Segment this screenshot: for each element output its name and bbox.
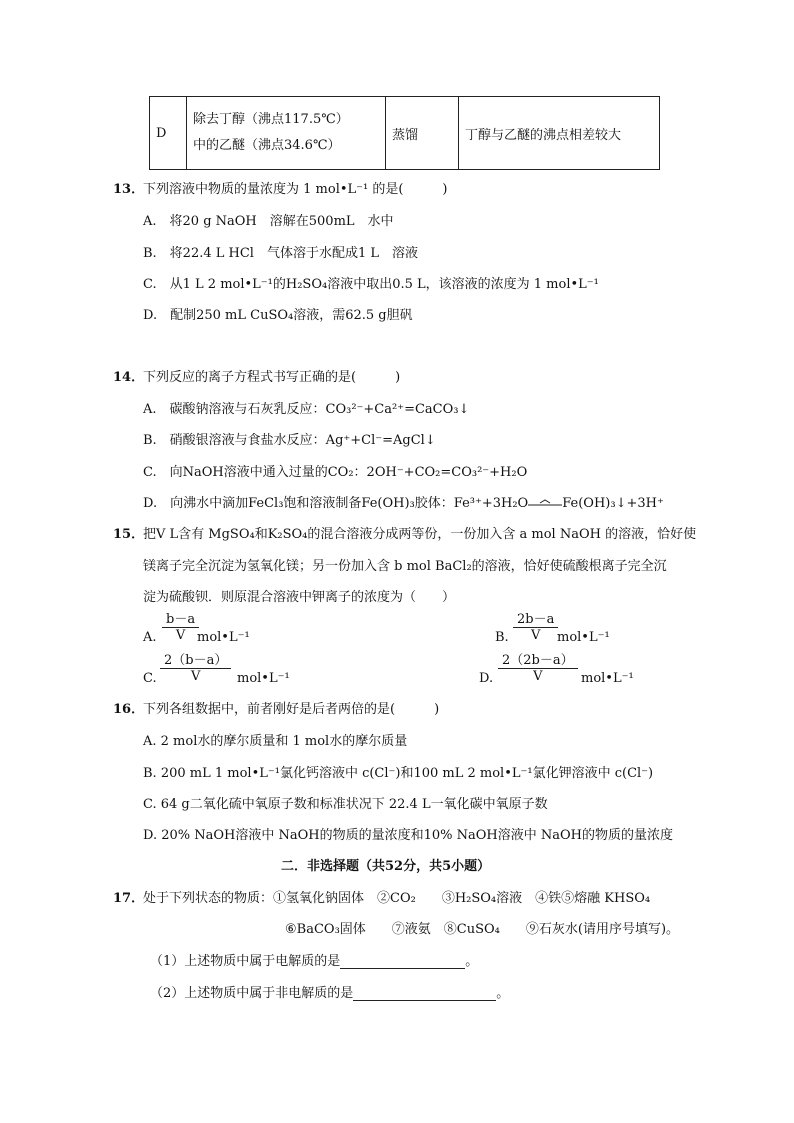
q14-option-d (143, 492, 664, 511)
fraction-denominator: V (530, 628, 541, 643)
q14-option-d-right: Fe(OH)₃↓+3H⁺ (562, 496, 664, 511)
row-reason: 丁醇与乙醚的沸点相差较大 (459, 97, 660, 170)
row-description-line2: 中的乙醚（沸点34.6℃） (193, 138, 341, 153)
q16-stem: 下列各组数据中，前者刚好是后者两倍的是( ) (143, 702, 440, 717)
q17-number: 17． (113, 891, 145, 906)
row-label: D (150, 97, 187, 170)
q15-line2: 镁离子完全沉淀为氢氧化镁；另一份加入含 b mol BaCl₂的溶液，恰好使硫酸根离子完全沉 (143, 559, 667, 574)
separation-table (149, 96, 660, 170)
fraction-denominator: V (533, 669, 543, 684)
q16-option-a: A. 2 mol水的摩尔质量和 1 mol水的摩尔质量 (143, 734, 408, 749)
q15-option-a-label: A. (143, 630, 157, 645)
q16-option-c: C. 64 g二氧化硫中氧原子数和标准状况下 22.4 L一氧化碳中氧原子数 (143, 797, 548, 812)
q14-option-d-left: D. 向沸水中滴加FeCl₃饱和溶液制备Fe(OH)₃胶体：Fe³⁺+3H₂O (143, 496, 529, 511)
q15-option-b-fraction (513, 612, 558, 643)
q15-option-c-fraction (160, 653, 231, 684)
q13-stem: 下列溶液中物质的量浓度为 1 mol•L⁻¹ 的是( ) (143, 182, 448, 197)
row-description (187, 97, 386, 170)
q15-option-c-label: C. (143, 671, 157, 686)
q15-option-b-label: B. (495, 630, 509, 645)
q17-sub2-end: 。 (496, 986, 510, 1001)
section-title: 二．非选择题（共52分，共5小题） (281, 859, 491, 874)
q15-option-d-label: D. (479, 671, 494, 686)
q15-line1: 把V L含有 MgSO₄和K₂SO₄的混合溶液分成两等份，一份加入含 a mol NaOH 的溶液，恰好使 (143, 527, 697, 542)
q17-sub1-text: （1）上述物质中属于电解质的是 (150, 954, 341, 969)
q14-option-c: C. 向NaOH溶液中通入过量的CO₂：2OH⁻+CO₂=CO₃²⁻+H₂O (143, 465, 528, 480)
q16-option-d: D. 20% NaOH溶液中 NaOH的物质的量浓度和10% NaOH溶液中 NaOH的物质的量浓度 (143, 828, 674, 843)
row-description-line1: 除去丁醇（沸点117.5℃） (193, 112, 349, 127)
q15-option-c-unit: mol•L⁻¹ (237, 671, 290, 686)
q15-number: 15． (113, 527, 145, 542)
q17-sub2 (150, 982, 509, 1001)
q13-option-c: C. 从1 L 2 mol•L⁻¹的H₂SO₄溶液中取出0.5 L，该溶液的浓度为 1 mol•L⁻¹ (143, 277, 599, 292)
q14-option-a: A. 碳酸钠溶液与石灰乳反应：CO₃²⁻+Ca²⁺=CaCO₃↓ (143, 402, 470, 417)
q14-option-b: B. 硝酸银溶液与食盐水反应：Ag⁺+Cl⁻=AgCl↓ (143, 433, 436, 448)
q15-line3: 淀为硫酸钡．则原混合溶液中钾离子的浓度为（ ） (143, 590, 456, 605)
fraction-numerator: b－a (162, 612, 199, 628)
table-row (150, 97, 660, 170)
q14-number: 14． (113, 370, 145, 385)
fraction-numerator: 2（2b－a） (498, 653, 578, 669)
q13-option-a: A. 将20 g NaOH 溶解在500mL 水中 (143, 214, 394, 229)
q17-sub2-text: （2）上述物质中属于非电解质的是 (150, 986, 354, 1001)
row-method: 蒸馏 (386, 97, 459, 170)
q17-line2: ⑥BaCO₃固体 ⑦液氨 ⑧CuSO₄ ⑨石灰水(请用序号填写)。 (285, 922, 680, 937)
q15-option-a-unit: mol•L⁻¹ (197, 630, 250, 645)
q16-number: 16． (113, 702, 145, 717)
q17-sub1-end: 。 (465, 954, 479, 969)
q14-stem: 下列反应的离子方程式书写正确的是( ) (143, 370, 401, 385)
q15-option-d-fraction (498, 653, 578, 684)
answer-blank-1[interactable] (340, 954, 465, 969)
q13-number: 13． (113, 182, 145, 197)
fraction-denominator: V (175, 628, 186, 643)
fraction-numerator: 2（b－a） (160, 653, 231, 669)
fraction-numerator: 2b－a (513, 612, 558, 628)
fraction-denominator: V (190, 669, 201, 684)
q15-option-b-unit: mol•L⁻¹ (557, 630, 610, 645)
q17-sub1 (150, 950, 478, 969)
q16-option-b: B. 200 mL 1 mol•L⁻¹氯化钙溶液中 c(Cl⁻)和100 mL 2 mol•L⁻¹氯化钾溶液中 c(Cl⁻) (143, 766, 654, 781)
q15-option-d-unit: mol•L⁻¹ (581, 671, 634, 686)
answer-blank-2[interactable] (353, 986, 496, 1001)
heating-arrow-icon (528, 499, 562, 509)
q17-line1: 处于下列状态的物质：①氢氧化钠固体 ②CO₂ ③H₂SO₄溶液 ④铁⑤熔融 KHSO₄ (143, 891, 651, 906)
q15-option-a-fraction (162, 612, 199, 643)
q13-option-d: D. 配制250 mL CuSO₄溶液，需62.5 g胆矾 (143, 308, 413, 323)
q13-option-b: B. 将22.4 L HCl 气体溶于水配成1 L 溶液 (143, 246, 419, 261)
